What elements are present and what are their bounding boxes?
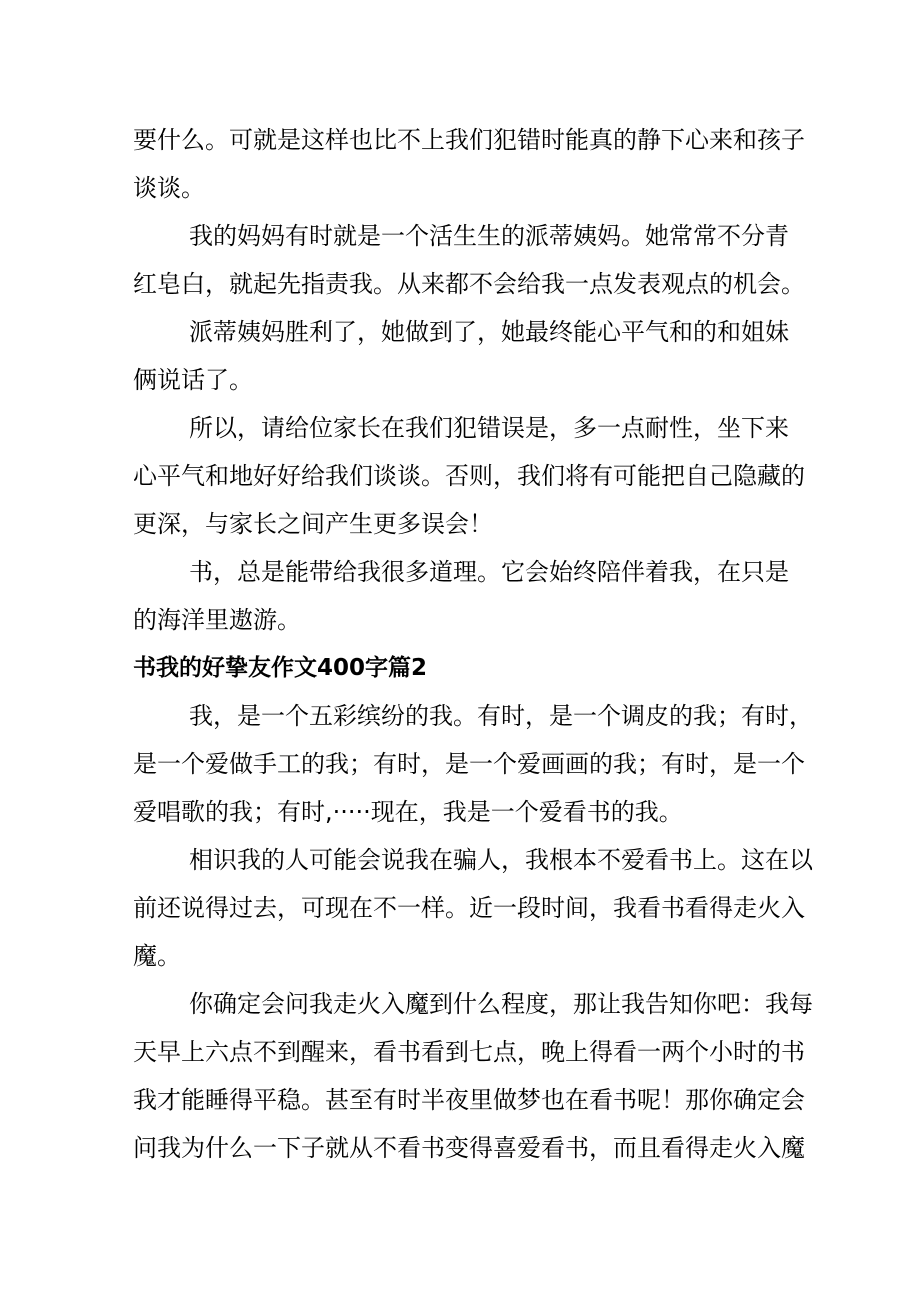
paragraph-line: 俩说话了。: [133, 366, 253, 394]
paragraph-1: [133, 116, 805, 212]
section-paragraph-1: [133, 692, 813, 836]
paragraph-4: [133, 404, 805, 548]
paragraph-line: 红皂白，就起先指责我。从来都不会给我一点发表观点的机会。: [133, 270, 805, 298]
paragraph-line: 派蒂姨妈胜利了，她做到了，她最终能心平气和的和姐妹: [189, 318, 789, 346]
paragraph-line: 天早上六点不到醒来，看书看到七点，晚上得看一两个小时的书: [133, 1038, 805, 1066]
paragraph-line: 你确定会问我走火入魔到什么程度，那让我告知你吧：我每: [189, 990, 813, 1018]
paragraph-2: [133, 212, 805, 308]
paragraph-line: 谈谈。: [133, 174, 205, 202]
paragraph-3: [133, 308, 793, 404]
paragraph-line: 是一个爱做手工的我；有时，是一个爱画画的我；有时，是一个: [133, 750, 805, 778]
paragraph-line: 爱唱歌的我；有时,·····现在，我是一个爱看书的我。: [133, 798, 683, 826]
paragraph-line: 要什么。可就是这样也比不上我们犯错时能真的静下心来和孩子: [133, 126, 805, 154]
paragraph-line: 我，是一个五彩缤纷的我。有时，是一个调皮的我；有时，: [189, 702, 813, 730]
paragraph-line: 前还说得过去，可现在不一样。近一段时间，我看书看得走火入: [133, 894, 805, 922]
paragraph-line: 魔。: [133, 942, 181, 970]
paragraph-line: 我才能睡得平稳。甚至有时半夜里做梦也在看书呢！那你确定会: [133, 1086, 805, 1114]
paragraph-line: 相识我的人可能会说我在骗人，我根本不爱看书上。这在以: [189, 846, 813, 874]
paragraph-line: 的海洋里遨游。: [133, 606, 301, 634]
paragraph-line: 问我为什么一下子就从不看书变得喜爱看书，而且看得走火入魔: [133, 1134, 805, 1162]
section-paragraph-2: [133, 836, 813, 980]
section-paragraph-3: [133, 980, 813, 1172]
section-heading: 书我的好挚友作文400字篇2: [133, 655, 428, 681]
paragraph-line: 我的妈妈有时就是一个活生生的派蒂姨妈。她常常不分青: [189, 222, 789, 250]
text-column: [133, 116, 813, 1172]
paragraph-line: 书，总是能带给我很多道理。它会始终陪伴着我，在只是: [189, 558, 789, 586]
paragraph-5: [133, 548, 793, 644]
paragraph-line: 所以，请给位家长在我们犯错误是，多一点耐性，坐下来: [189, 414, 789, 442]
paragraph-line: 心平气和地好好给我们谈谈。否则，我们将有可能把自己隐藏的: [133, 462, 805, 490]
paragraph-line: 更深，与家长之间产生更多误会！: [133, 510, 493, 538]
